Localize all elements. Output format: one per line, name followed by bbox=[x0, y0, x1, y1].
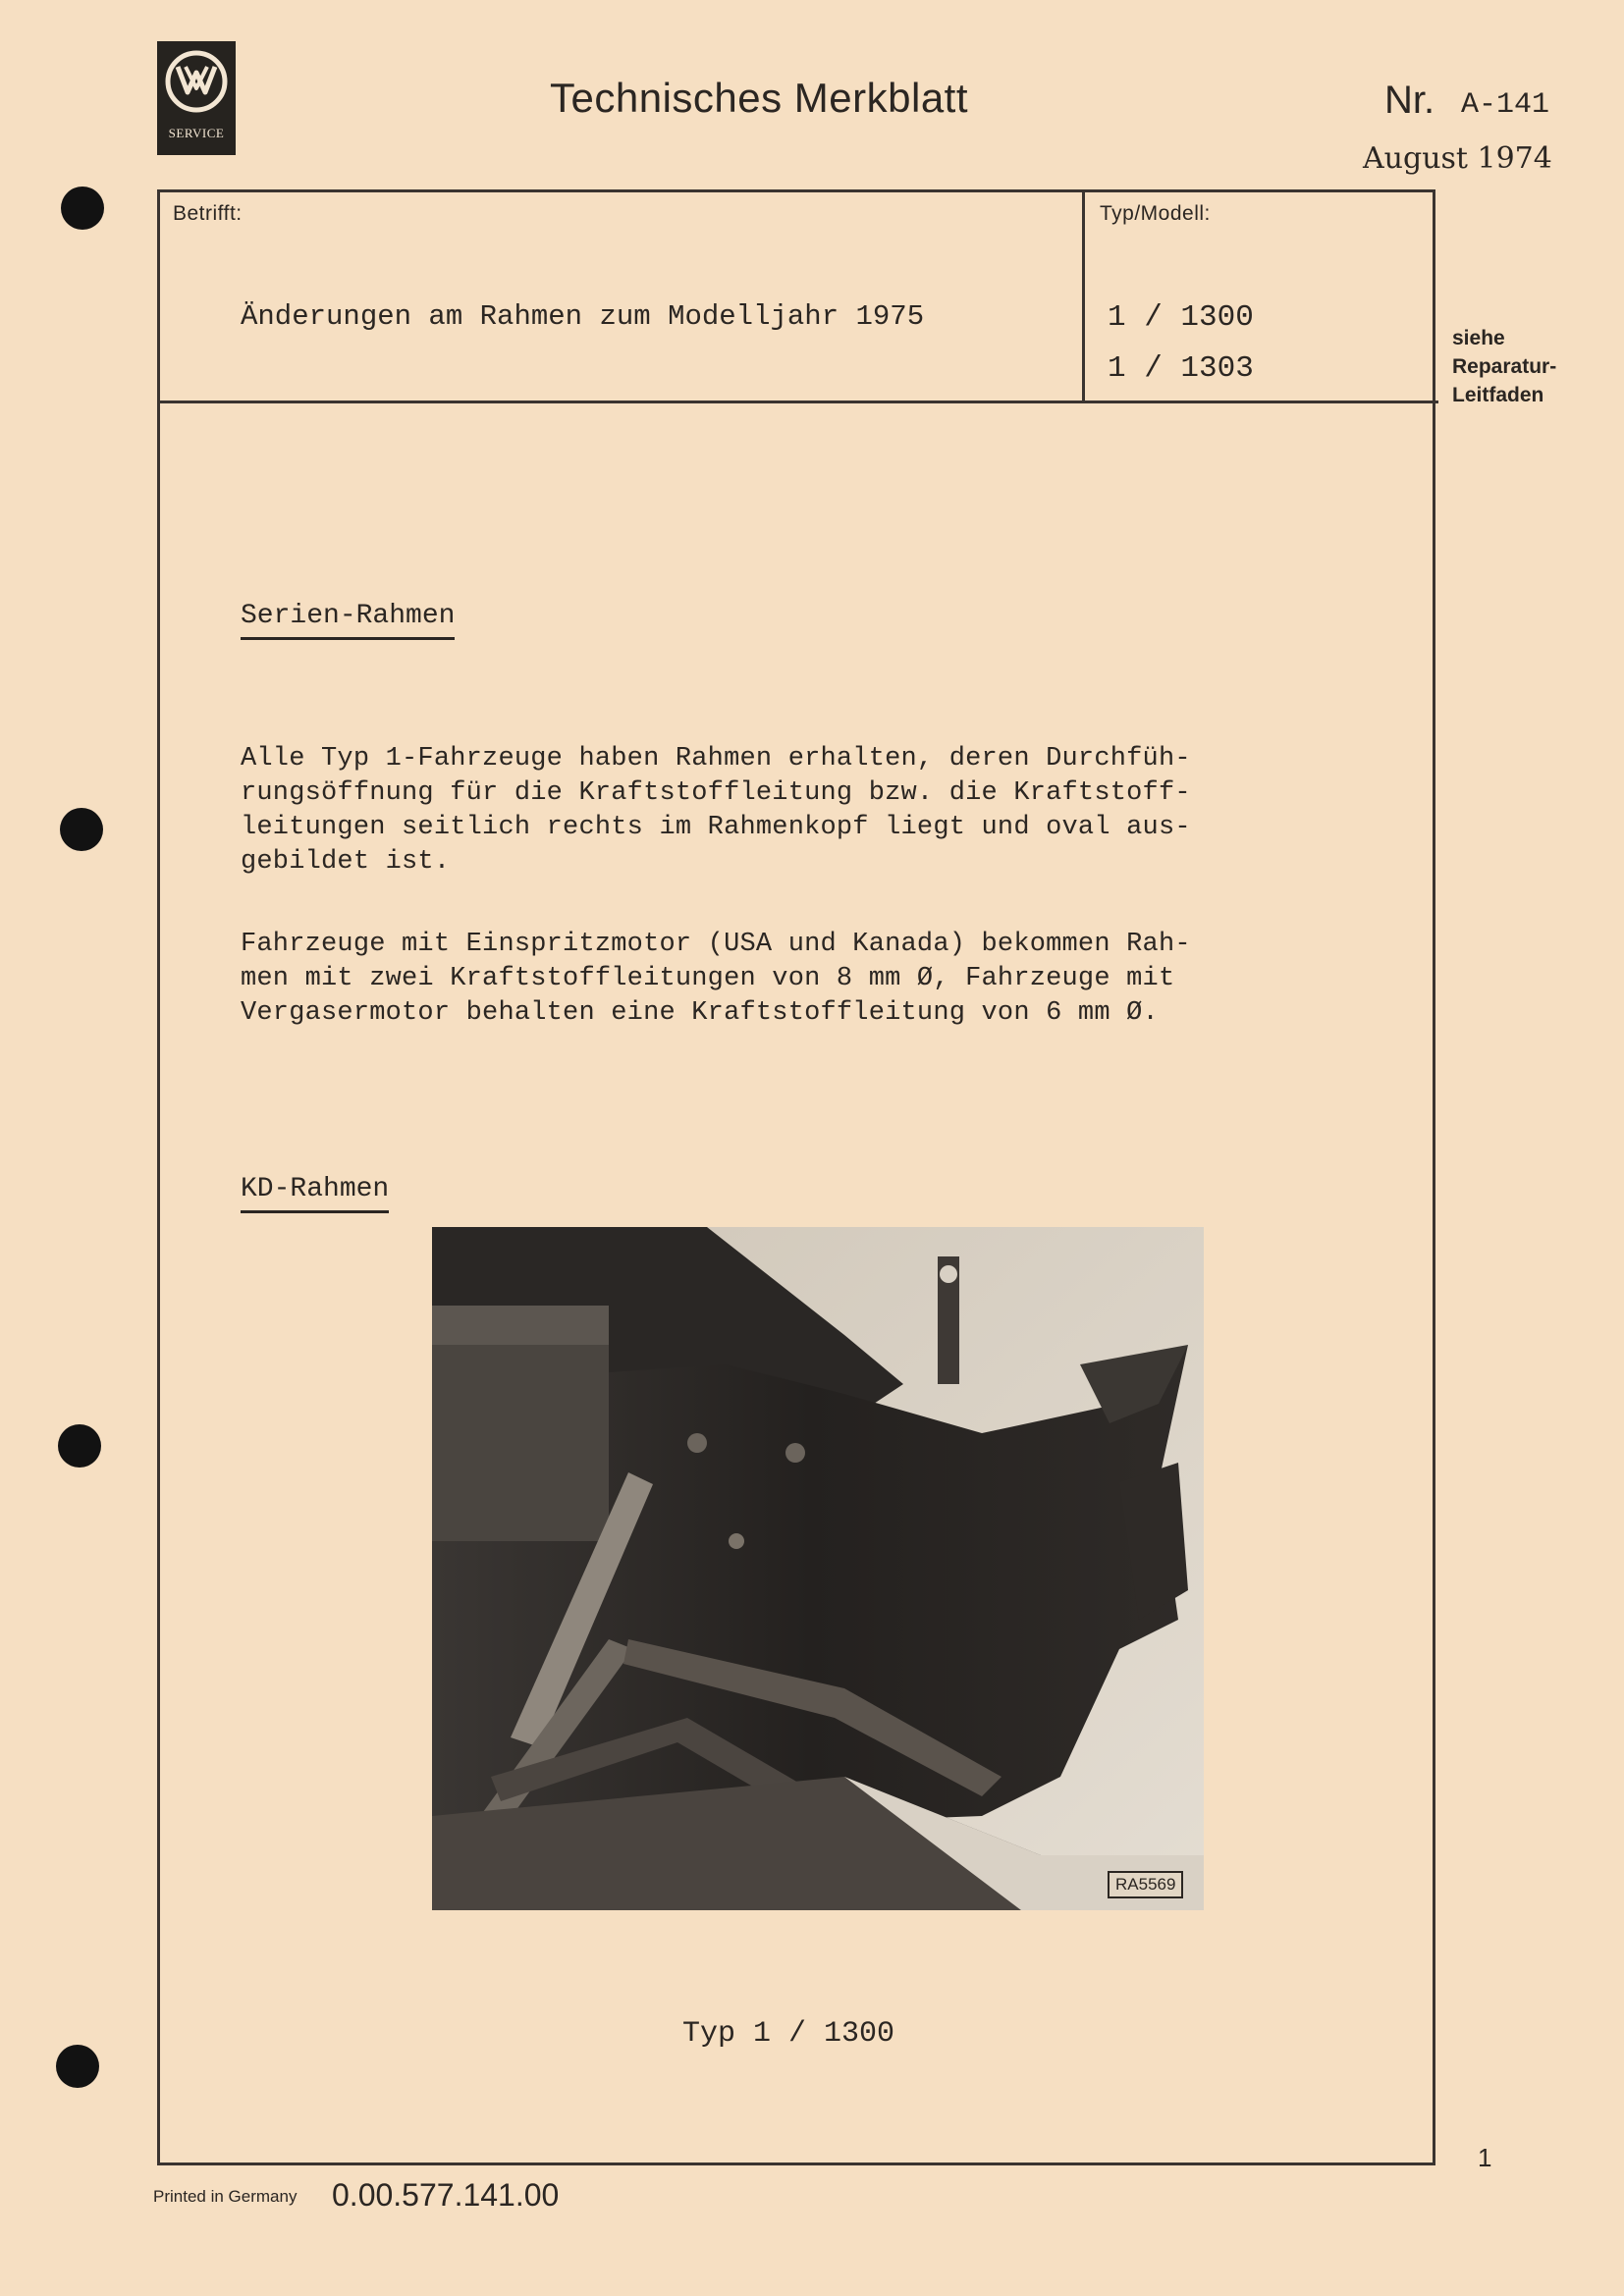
punch-hole-1 bbox=[61, 187, 104, 230]
info-box-divider-horizontal bbox=[157, 400, 1438, 403]
info-box-divider-vertical bbox=[1082, 189, 1085, 402]
side-note-line: siehe bbox=[1452, 327, 1505, 349]
side-note bbox=[1452, 324, 1556, 409]
page-title: Technisches Merkblatt bbox=[550, 75, 969, 121]
document-number: A-141 bbox=[1461, 88, 1550, 122]
number-label: Nr. bbox=[1384, 79, 1435, 122]
subject-label: Betrifft: bbox=[173, 202, 243, 225]
model-label: Typ/Modell: bbox=[1100, 202, 1211, 225]
printed-in-germany: Printed in Germany bbox=[153, 2187, 298, 2206]
photo-reference-code: RA5569 bbox=[1108, 1871, 1183, 1898]
model-1: 1 / 1300 bbox=[1108, 300, 1254, 335]
logo-service-text: SERVICE bbox=[168, 126, 225, 140]
model-2: 1 / 1303 bbox=[1108, 351, 1254, 386]
part-number: 0.00.577.141.00 bbox=[332, 2177, 560, 2213]
subject-text: Änderungen am Rahmen zum Modelljahr 1975 bbox=[241, 300, 925, 333]
document-date: August 1974 bbox=[1363, 141, 1552, 176]
punch-hole-2 bbox=[60, 808, 103, 851]
punch-hole-3 bbox=[58, 1424, 101, 1468]
section-heading-serien-rahmen: Serien-Rahmen bbox=[241, 601, 455, 640]
frame-photo bbox=[432, 1227, 1204, 1910]
vw-logo-icon bbox=[164, 49, 229, 114]
frame-photo-illustration bbox=[432, 1227, 1204, 1910]
side-note-line: Leitfaden bbox=[1452, 384, 1544, 406]
section-heading-kd-rahmen: KD-Rahmen bbox=[241, 1174, 389, 1213]
figure-caption: Typ 1 / 1300 bbox=[682, 2017, 895, 2051]
vw-service-logo bbox=[157, 41, 236, 155]
page-number: 1 bbox=[1478, 2143, 1492, 2172]
paragraph-1: Alle Typ 1-Fahrzeuge haben Rahmen erhalten, deren Durchfüh- rungsöffnung für die Kraftstoffleitung bzw. die Kraftstoff- leitungen seitlich rechts im Rahmenkopf liegt und oval aus- gebildet ist. bbox=[241, 744, 1191, 877]
paragraph-2: Fahrzeuge mit Einspritzmotor (USA und Kanada) bekommen Rah- men mit zwei Kraftstoffleitungen von 8 mm Ø, Fahrzeuge mit Vergasermotor behalten eine Kraftstoffleitung von 6 mm Ø. bbox=[241, 930, 1191, 1028]
side-note-line: Reparatur- bbox=[1452, 355, 1557, 378]
punch-hole-4 bbox=[56, 2045, 99, 2088]
